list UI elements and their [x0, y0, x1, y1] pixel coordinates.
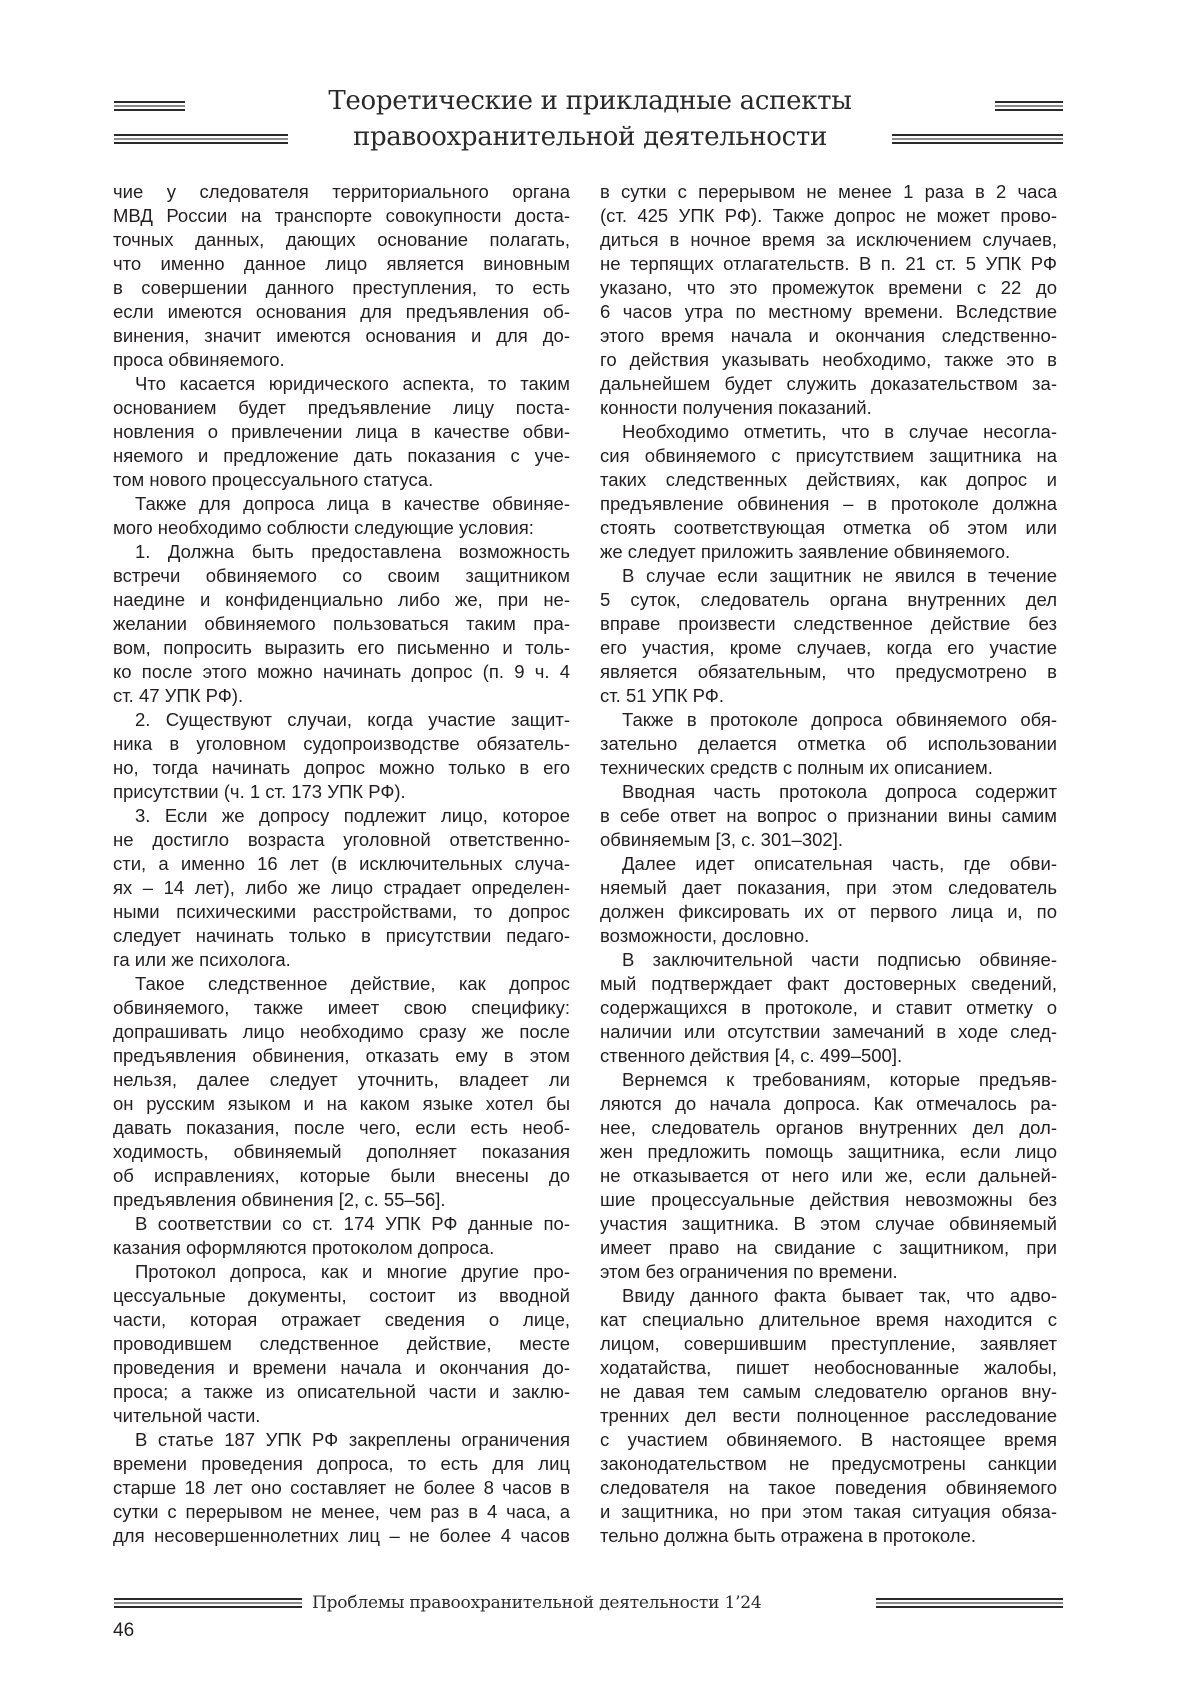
paragraph — [113, 804, 570, 972]
text-line: точных данных, дающих основание полагать, — [113, 228, 570, 252]
text-line: этом без ограничения по времени. — [600, 1260, 1057, 1284]
paragraph — [113, 1428, 570, 1548]
text-line: имеет право на свидание с защитником, при — [600, 1236, 1057, 1260]
text-line: Необходимо отметить, что в случае несогла- — [600, 420, 1057, 444]
text-line: не отказывается от него или же, если дальней- — [600, 1164, 1057, 1188]
text-line: проса; а также из описательной части и заклю- — [113, 1380, 570, 1404]
paragraph — [113, 1212, 570, 1260]
text-line: обвиняемого, также имеет свою специфику: — [113, 996, 570, 1020]
text-line: Такое следственное действие, как допрос — [113, 972, 570, 996]
text-line: проса обвиняемого. — [113, 348, 570, 372]
text-line: обвиняемым [3, с. 301–302]. — [600, 828, 1057, 852]
text-line: технических средств с полным их описанием. — [600, 756, 1057, 780]
text-line: не достигло возраста уголовной ответственно- — [113, 828, 570, 852]
text-line: В соответствии со ст. 174 УПК РФ данные по- — [113, 1212, 570, 1236]
text-line: Вернемся к требованиям, которые предъяв- — [600, 1068, 1057, 1092]
text-line: проводившем следственное действие, месте — [113, 1332, 570, 1356]
text-line: если имеются основания для предъявления об- — [113, 300, 570, 324]
running-header-line-1: Теоретические и прикладные аспекты — [0, 86, 1180, 116]
text-line: основанием будет предъявление лицу поста- — [113, 396, 570, 420]
paragraph — [113, 708, 570, 804]
text-line: не терпящих отлагательств. В п. 21 ст. 5 УПК РФ — [600, 252, 1057, 276]
text-line: же следует приложить заявление обвиняемого. — [600, 540, 1057, 564]
text-line: он русским языком и на каком языке хотел бы — [113, 1092, 570, 1116]
text-line: няемый дает показания, при этом следователь — [600, 876, 1057, 900]
text-line: винения, значит имеются основания и для до- — [113, 324, 570, 348]
text-line: содержащихся в протоколе, и ставит отметку о — [600, 996, 1057, 1020]
text-line: ст. 47 УПК РФ). — [113, 684, 570, 708]
text-line: желании обвиняемого пользоваться таким пра- — [113, 612, 570, 636]
text-line: кат специально длительное время находится с — [600, 1308, 1057, 1332]
text-line: наедине и конфиденциально либо же, при не- — [113, 588, 570, 612]
text-line: встречи обвиняемого со своим защитником — [113, 564, 570, 588]
text-line: В статье 187 УПК РФ закреплены ограничения — [113, 1428, 570, 1452]
text-line: чие у следователя территориального органа — [113, 180, 570, 204]
text-line: времени проведения допроса, то есть для лиц — [113, 1452, 570, 1476]
text-line: его участия, кроме случаев, когда его участие — [600, 636, 1057, 660]
text-line: следователя на такое поведения обвиняемого — [600, 1476, 1057, 1500]
text-line: предъявления обвинения, отказать ему в этом — [113, 1044, 570, 1068]
text-line: ст. 51 УПК РФ. — [600, 684, 1057, 708]
text-line: Что касается юридического аспекта, то таким — [113, 372, 570, 396]
paragraph — [113, 492, 570, 540]
text-line: В заключительной части подписью обвиняе- — [600, 948, 1057, 972]
text-line: Ввиду данного факта бывает так, что адво- — [600, 1284, 1057, 1308]
text-line: стоять соответствующая отметка об этом или — [600, 516, 1057, 540]
text-line: няемого и предложение дать показания с уче- — [113, 444, 570, 468]
text-line: наличии или отсутствии замечаний в ходе след- — [600, 1020, 1057, 1044]
text-line: ственного действия [4, с. 499–500]. — [600, 1044, 1057, 1068]
text-line: (ст. 425 УПК РФ). Также допрос не может прово- — [600, 204, 1057, 228]
text-line: давать показания, после чего, если есть необ- — [113, 1116, 570, 1140]
paragraph — [113, 540, 570, 708]
text-line: что именно данное лицо является виновным — [113, 252, 570, 276]
text-line: должен фиксировать их от первого лица и, по — [600, 900, 1057, 924]
text-line: вом, попросить выразить его письменно и толь- — [113, 636, 570, 660]
text-line: 3. Если же допросу подлежит лицо, которое — [113, 804, 570, 828]
running-header-line-2: правоохранительной деятельности — [0, 122, 1180, 152]
text-line: сти, а именно 16 лет (в исключительных случа- — [113, 852, 570, 876]
text-line: тельно должна быть отражена в протоколе. — [600, 1524, 1057, 1548]
text-line: зательно делается отметка об использовании — [600, 732, 1057, 756]
text-line: в совершении данного преступления, то есть — [113, 276, 570, 300]
text-line: том нового процессуального статуса. — [113, 468, 570, 492]
text-line: 5 суток, следователь органа внутренних дел — [600, 588, 1057, 612]
text-line: ходатайства, пишет необоснованные жалобы, — [600, 1356, 1057, 1380]
paragraph — [600, 1284, 1057, 1548]
text-line: следует начинать только в присутствии педаго- — [113, 924, 570, 948]
paragraph — [113, 180, 570, 372]
paragraph — [600, 780, 1057, 852]
text-line: лицом, совершившим преступление, заявляет — [600, 1332, 1057, 1356]
paragraph — [113, 372, 570, 492]
text-line: об исправлениях, которые были внесены до — [113, 1164, 570, 1188]
paragraph — [600, 948, 1057, 1068]
text-line: этого время начала и окончания следственно- — [600, 324, 1057, 348]
text-line: но, тогда начинать допрос можно только в его — [113, 756, 570, 780]
text-line: Вводная часть протокола допроса содержит — [600, 780, 1057, 804]
text-line: новления о привлечении лица в качестве обви- — [113, 420, 570, 444]
text-line: го действия указывать необходимо, также это в — [600, 348, 1057, 372]
text-line: мый подтверждает факт достоверных сведений, — [600, 972, 1057, 996]
text-line: Далее идет описательная часть, где обви- — [600, 852, 1057, 876]
text-line: проведения и времени начала и окончания до- — [113, 1356, 570, 1380]
text-line: мого необходимо соблюсти следующие условия: — [113, 516, 570, 540]
text-line: ходимость, обвиняемый дополняет показания — [113, 1140, 570, 1164]
text-line: га или же психолога. — [113, 948, 570, 972]
text-line: сия обвиняемого с присутствием защитника на — [600, 444, 1057, 468]
text-line: законодательством не предусмотрены санкции — [600, 1452, 1057, 1476]
text-line: ко после этого можно начинать допрос (п. 9 ч. 4 — [113, 660, 570, 684]
text-line: возможности, дословно. — [600, 924, 1057, 948]
text-line: сутки с перерывом не менее, чем раз в 4 часа, а — [113, 1500, 570, 1524]
text-line: допрашивать лицо необходимо сразу же после — [113, 1020, 570, 1044]
text-line: Также в протоколе допроса обвиняемого обя- — [600, 708, 1057, 732]
text-line: части, которая отражает сведения о лице, — [113, 1308, 570, 1332]
text-line: нельзя, далее следует уточнить, владеет ли — [113, 1068, 570, 1092]
text-line: ника в уголовном судопроизводстве обязатель- — [113, 732, 570, 756]
text-line: таких следственных действиях, как допрос и — [600, 468, 1057, 492]
text-line: МВД России на транспорте совокупности доста- — [113, 204, 570, 228]
paragraph — [600, 852, 1057, 948]
text-column-left — [113, 180, 570, 1548]
text-line: тренних дел вести полноценное расследование — [600, 1404, 1057, 1428]
text-line: старше 18 лет оно составляет не более 8 часов в — [113, 1476, 570, 1500]
text-line: чительной части. — [113, 1404, 570, 1428]
text-line: В случае если защитник не явился в течение — [600, 564, 1057, 588]
text-line: присутствии (ч. 1 ст. 173 УПК РФ). — [113, 780, 570, 804]
text-line: не давая тем самым следователю органов вну- — [600, 1380, 1057, 1404]
page-number: 46 — [113, 1620, 134, 1642]
paragraph — [600, 180, 1057, 420]
footer-rule-right — [876, 1598, 1063, 1610]
text-line: 2. Существуют случаи, когда участие защит- — [113, 708, 570, 732]
text-line: ях – 14 лет), либо же лицо страдает определен- — [113, 876, 570, 900]
paragraph — [600, 1068, 1057, 1284]
paragraph — [113, 1260, 570, 1428]
text-line: для несовершеннолетних лиц – не более 4 часов — [113, 1524, 570, 1548]
text-line: жен предложить помощь защитника, если лицо — [600, 1140, 1057, 1164]
paragraph — [600, 564, 1057, 708]
text-line: вправе произвести следственное действие без — [600, 612, 1057, 636]
text-line: Протокол допроса, как и многие другие про- — [113, 1260, 570, 1284]
text-line: цессуальные документы, состоит из вводной — [113, 1284, 570, 1308]
text-line: диться в ночное время за исключением случаев, — [600, 228, 1057, 252]
text-line: Также для допроса лица в качестве обвиняе- — [113, 492, 570, 516]
journal-title: Проблемы правоохранительной деятельности 1’24 — [312, 1593, 762, 1613]
text-line: казания оформляются протоколом допроса. — [113, 1236, 570, 1260]
text-column-right — [600, 180, 1057, 1548]
text-line: участия защитника. В этом случае обвиняемый — [600, 1212, 1057, 1236]
text-line: ляются до начала допроса. Как отмечалось ра- — [600, 1092, 1057, 1116]
text-line: и защитника, но при этом такая ситуация обяза- — [600, 1500, 1057, 1524]
footer-rule-left — [114, 1598, 302, 1610]
text-line: предъявления обвинения [2, с. 55–56]. — [113, 1188, 570, 1212]
text-line: указано, что это промежуток времени с 22 до — [600, 276, 1057, 300]
text-line: 1. Должна быть предоставлена возможность — [113, 540, 570, 564]
text-line: дальнейшем будет служить доказательством за- — [600, 372, 1057, 396]
text-line: конности получения показаний. — [600, 396, 1057, 420]
text-line: шие процессуальные действия невозможны без — [600, 1188, 1057, 1212]
text-line: с участием обвиняемого. В настоящее время — [600, 1428, 1057, 1452]
text-line: 6 часов утра по местному времени. Вследствие — [600, 300, 1057, 324]
text-line: ными психическими расстройствами, то допрос — [113, 900, 570, 924]
paragraph — [600, 420, 1057, 564]
paragraph — [600, 708, 1057, 780]
text-line: является обязательным, что предусмотрено в — [600, 660, 1057, 684]
text-line: в сутки с перерывом не менее 1 раза в 2 часа — [600, 180, 1057, 204]
text-line: в себе ответ на вопрос о признании вины самим — [600, 804, 1057, 828]
paragraph — [113, 972, 570, 1212]
text-line: нее, следователь органов внутренних дел дол- — [600, 1116, 1057, 1140]
text-line: предъявление обвинения – в протоколе должна — [600, 492, 1057, 516]
